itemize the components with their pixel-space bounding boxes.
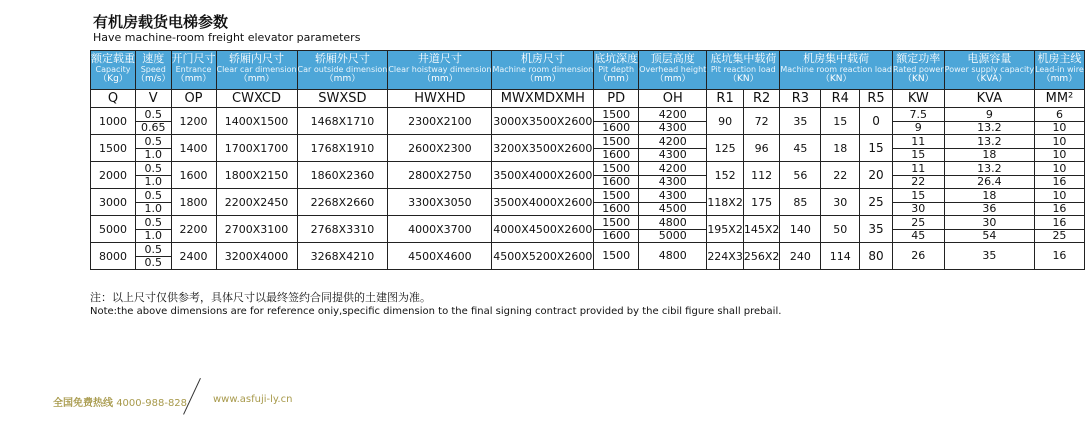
table-cell-kw bbox=[892, 162, 944, 189]
table-cell-r3: 35 bbox=[780, 108, 821, 135]
column-header-unit: （KVA） bbox=[971, 74, 1008, 84]
column-header-unit: （KN） bbox=[902, 74, 934, 84]
table-cell-value: 0.5 bbox=[136, 256, 171, 269]
table-cell-r3: 140 bbox=[780, 216, 821, 243]
column-header-unit: （KN） bbox=[728, 74, 759, 84]
table-cell-value: 0.5 bbox=[144, 161, 162, 175]
column-header-en: Clear car dimension bbox=[216, 65, 297, 74]
table-cell-kva bbox=[944, 216, 1034, 243]
table-cell-value: 6 bbox=[1055, 107, 1063, 121]
table-cell-op: 1400 bbox=[171, 135, 216, 162]
column-symbol: Q bbox=[91, 90, 136, 108]
table-cell-r1: 118X2 bbox=[707, 189, 744, 216]
table-cell-r5: 0 bbox=[860, 108, 893, 135]
column-symbol: V bbox=[136, 90, 172, 108]
table-cell-mm bbox=[1035, 216, 1085, 243]
column-header-en: Car outside dimension bbox=[297, 65, 388, 74]
table-cell-v bbox=[136, 189, 172, 216]
column-header-unit: （mm） bbox=[324, 74, 361, 84]
table-cell-r2: 96 bbox=[743, 135, 780, 162]
table-cell-v bbox=[136, 216, 172, 243]
table-cell-pd bbox=[594, 189, 639, 216]
table-cell-cw: 2200X2450 bbox=[216, 189, 297, 216]
table-cell-value: 4200 bbox=[658, 161, 687, 175]
column-header bbox=[780, 51, 893, 90]
table-cell-r4: 22 bbox=[821, 162, 860, 189]
column-symbol: PD bbox=[594, 90, 639, 108]
table-cell-hw: 2800X2750 bbox=[388, 162, 492, 189]
table-cell-kw bbox=[892, 216, 944, 243]
column-symbol: R3 bbox=[780, 90, 821, 108]
table-cell-value: 45 bbox=[893, 229, 944, 242]
table-cell-value: 13.2 bbox=[977, 134, 1002, 148]
table-cell-kva bbox=[944, 135, 1034, 162]
column-header-en: Overhead height bbox=[639, 65, 707, 74]
table-cell-value: 1.0 bbox=[136, 229, 171, 242]
table-cell-r1: 195X2 bbox=[707, 216, 744, 243]
table-cell-value: 16 bbox=[1052, 215, 1067, 229]
footer-hotline-number: 4000-988-828 bbox=[116, 398, 188, 409]
table-cell-r2: 112 bbox=[743, 162, 780, 189]
table-cell-pd bbox=[594, 108, 639, 135]
table-row bbox=[91, 108, 1085, 135]
table-cell-r5: 80 bbox=[860, 243, 893, 270]
column-symbol: OP bbox=[171, 90, 216, 108]
page-title: 有机房载货电梯参数 bbox=[93, 13, 229, 31]
table-cell-r2: 256X2 bbox=[743, 243, 780, 270]
table-cell-value: 1500 bbox=[602, 188, 631, 202]
column-header-cn: 速度 bbox=[142, 52, 165, 65]
column-header-unit: （Kg） bbox=[98, 74, 128, 84]
table-cell-sw: 2768X3310 bbox=[297, 216, 388, 243]
table-cell-value: 16 bbox=[1052, 249, 1067, 262]
table-cell-mw: 4000X4500X2600 bbox=[492, 216, 594, 243]
parameters-table bbox=[90, 50, 1085, 270]
table-cell-v bbox=[136, 162, 172, 189]
column-header-en: Speed bbox=[140, 65, 166, 74]
table-cell-mw: 3200X3500X2600 bbox=[492, 135, 594, 162]
column-symbol: R2 bbox=[743, 90, 780, 108]
table-row bbox=[91, 189, 1085, 216]
table-cell-oh bbox=[639, 108, 707, 135]
table-cell-value: 0.65 bbox=[136, 121, 171, 134]
table-cell-value: 36 bbox=[945, 202, 1034, 215]
table-cell-value: 4800 bbox=[658, 215, 687, 229]
table-cell-oh bbox=[639, 162, 707, 189]
table-cell-value: 10 bbox=[1052, 161, 1067, 175]
column-header bbox=[707, 51, 780, 90]
table-cell-r1: 152 bbox=[707, 162, 744, 189]
table-cell-value: 0.5 bbox=[144, 215, 162, 229]
table-cell-mm bbox=[1035, 108, 1085, 135]
table-cell-hw: 4500X4600 bbox=[388, 243, 492, 270]
column-symbol: R1 bbox=[707, 90, 744, 108]
table-cell-pd bbox=[594, 216, 639, 243]
table-cell-value: 30 bbox=[982, 215, 997, 229]
table-cell-r4: 15 bbox=[821, 108, 860, 135]
table-cell-mw: 3500X4000X2600 bbox=[492, 189, 594, 216]
table-cell-value: 22 bbox=[893, 175, 944, 188]
column-header-cn: 机房主线 bbox=[1037, 52, 1082, 65]
column-header bbox=[216, 51, 297, 90]
column-header bbox=[297, 51, 388, 90]
column-header bbox=[136, 51, 172, 90]
column-symbol: OH bbox=[639, 90, 707, 108]
column-header-en: Machine room dimension bbox=[492, 65, 594, 74]
column-header bbox=[91, 51, 136, 90]
table-cell-q: 1500 bbox=[91, 135, 136, 162]
table-cell-value: 1500 bbox=[602, 215, 631, 229]
table-cell-r4: 30 bbox=[821, 189, 860, 216]
table-cell-r4: 50 bbox=[821, 216, 860, 243]
table-cell-kw bbox=[892, 243, 944, 270]
table-cell-kw bbox=[892, 189, 944, 216]
table-cell-value: 7.5 bbox=[909, 107, 928, 121]
table-cell-value: 11 bbox=[911, 134, 926, 148]
table-cell-pd bbox=[594, 243, 639, 270]
table-cell-q: 3000 bbox=[91, 189, 136, 216]
table-cell-q: 1000 bbox=[91, 108, 136, 135]
column-header-en: Machine room reaction load bbox=[780, 65, 892, 74]
column-symbol: HWXHD bbox=[388, 90, 492, 108]
page-subtitle: Have machine-room freight elevator parameters bbox=[93, 31, 361, 44]
column-header-unit: （mm） bbox=[598, 74, 634, 84]
column-header-unit: （KN） bbox=[820, 74, 852, 84]
table-cell-value: 10 bbox=[1052, 188, 1067, 202]
table-cell-mw: 3000X3500X2600 bbox=[492, 108, 594, 135]
table-cell-value: 4500 bbox=[639, 202, 706, 215]
note-chinese: 注：以上尺寸仅供参考，具体尺寸以最终签约合同提供的土建图为准。 bbox=[90, 291, 431, 304]
table-cell-pd bbox=[594, 135, 639, 162]
table-cell-op: 1600 bbox=[171, 162, 216, 189]
table-cell-v bbox=[136, 135, 172, 162]
column-header-en: Capacity bbox=[95, 65, 131, 74]
column-header-cn: 轿厢内尺寸 bbox=[229, 52, 285, 65]
table-cell-cw: 1800X2150 bbox=[216, 162, 297, 189]
column-header-en: Lead-in wire bbox=[1035, 65, 1084, 74]
table-cell-value: 4300 bbox=[639, 175, 706, 188]
column-header-cn: 底坑深度 bbox=[594, 52, 639, 65]
column-header-unit: （mm） bbox=[238, 74, 275, 84]
table-cell-oh bbox=[639, 189, 707, 216]
table-cell-r4: 114 bbox=[821, 243, 860, 270]
table-cell-value: 9 bbox=[985, 107, 993, 121]
column-header bbox=[388, 51, 492, 90]
table-cell-r3: 85 bbox=[780, 189, 821, 216]
table-cell-value: 30 bbox=[893, 202, 944, 215]
column-symbol: R4 bbox=[821, 90, 860, 108]
column-header-cn: 额定功率 bbox=[896, 52, 941, 65]
table-cell-value: 1500 bbox=[602, 249, 631, 262]
table-cell-value: 1.0 bbox=[136, 175, 171, 188]
table-cell-value: 11 bbox=[911, 161, 926, 175]
table-cell-sw: 1768X1910 bbox=[297, 135, 388, 162]
table-row bbox=[91, 162, 1085, 189]
column-header-cn: 顶层高度 bbox=[650, 52, 695, 65]
table-row bbox=[91, 243, 1085, 270]
table-cell-value: 9 bbox=[893, 121, 944, 134]
column-symbol: R5 bbox=[860, 90, 893, 108]
table-cell-value: 13.2 bbox=[977, 161, 1002, 175]
table-cell-r2: 72 bbox=[743, 108, 780, 135]
column-header-en: Power supply capacity bbox=[944, 65, 1035, 74]
column-header-unit: （mm） bbox=[654, 74, 691, 84]
table-cell-value: 16 bbox=[1035, 202, 1084, 215]
table-cell-kva bbox=[944, 108, 1034, 135]
table-cell-value: 5000 bbox=[639, 229, 706, 242]
table-cell-r1: 90 bbox=[707, 108, 744, 135]
table-cell-cw: 1400X1500 bbox=[216, 108, 297, 135]
table-cell-value: 15 bbox=[893, 148, 944, 161]
symbol-row bbox=[91, 90, 1085, 108]
column-header-cn: 底坑集中载荷 bbox=[710, 52, 777, 65]
table-body bbox=[91, 108, 1085, 270]
table-cell-cw: 1700X1700 bbox=[216, 135, 297, 162]
table-cell-value: 0.5 bbox=[144, 107, 162, 121]
table-cell-value: 10 bbox=[1035, 148, 1084, 161]
table-cell-value: 13.2 bbox=[945, 121, 1034, 134]
table-cell-r4: 18 bbox=[821, 135, 860, 162]
table-cell-value: 4300 bbox=[639, 121, 706, 134]
table-cell-hw: 2600X2300 bbox=[388, 135, 492, 162]
table-cell-op: 2400 bbox=[171, 243, 216, 270]
table-cell-value: 35 bbox=[982, 249, 997, 262]
column-header-cn: 开门尺寸 bbox=[171, 52, 216, 65]
table-cell-value: 1600 bbox=[594, 148, 638, 161]
table-cell-sw: 1468X1710 bbox=[297, 108, 388, 135]
table-cell-value: 1600 bbox=[594, 229, 638, 242]
column-header-en: Rated power bbox=[892, 65, 944, 74]
table-cell-value: 1600 bbox=[594, 175, 638, 188]
table-cell-mw: 4500X5200X2600 bbox=[492, 243, 594, 270]
table-cell-op: 2200 bbox=[171, 216, 216, 243]
column-symbol: SWXSD bbox=[297, 90, 388, 108]
table-cell-value: 0.5 bbox=[144, 242, 162, 256]
table-cell-value: 10 bbox=[1035, 121, 1084, 134]
table-cell-value: 1.0 bbox=[136, 202, 171, 215]
column-header-unit: （mm） bbox=[175, 74, 212, 84]
column-header bbox=[171, 51, 216, 90]
column-header-unit: （m/s） bbox=[136, 74, 171, 84]
column-symbol: CWXCD bbox=[216, 90, 297, 108]
table-cell-value: 10 bbox=[1052, 134, 1067, 148]
column-header-cn: 井道尺寸 bbox=[417, 52, 462, 65]
column-symbol: KW bbox=[892, 90, 944, 108]
column-header-en: Pit reaction load bbox=[710, 65, 776, 74]
column-symbol: KVA bbox=[944, 90, 1034, 108]
table-cell-value: 54 bbox=[945, 229, 1034, 242]
column-header-cn: 轿厢外尺寸 bbox=[314, 52, 370, 65]
table-cell-r5: 20 bbox=[860, 162, 893, 189]
table-cell-kw bbox=[892, 108, 944, 135]
table-cell-value: 26 bbox=[911, 249, 926, 262]
column-header-en: Clear hoistway dimension bbox=[388, 65, 492, 74]
table-cell-value: 25 bbox=[911, 215, 926, 229]
table-cell-value: 25 bbox=[1035, 229, 1084, 242]
table-cell-value: 1500 bbox=[602, 134, 631, 148]
column-header bbox=[1035, 51, 1085, 90]
table-cell-value: 4300 bbox=[658, 188, 687, 202]
table-cell-value: 1500 bbox=[602, 107, 631, 121]
column-header-en: Entrance bbox=[175, 65, 212, 74]
table-cell-sw: 2268X2660 bbox=[297, 189, 388, 216]
table-cell-cw: 2700X3100 bbox=[216, 216, 297, 243]
table-cell-value: 26.4 bbox=[945, 175, 1034, 188]
column-header bbox=[492, 51, 594, 90]
table-cell-r5: 15 bbox=[860, 135, 893, 162]
footer-hotline bbox=[53, 394, 187, 409]
table-cell-kva bbox=[944, 189, 1034, 216]
column-header bbox=[639, 51, 707, 90]
table-cell-hw: 4000X3700 bbox=[388, 216, 492, 243]
table-cell-value: 4200 bbox=[658, 134, 687, 148]
table-cell-v bbox=[136, 243, 172, 270]
table-cell-mw: 3500X4000X2600 bbox=[492, 162, 594, 189]
column-header-en: Pit depth bbox=[598, 65, 635, 74]
table-cell-value: 1600 bbox=[594, 121, 638, 134]
table-cell-value: 18 bbox=[945, 148, 1034, 161]
column-header-unit: （mm） bbox=[1041, 74, 1078, 84]
table-cell-value: 1500 bbox=[602, 161, 631, 175]
table-cell-oh bbox=[639, 135, 707, 162]
table-cell-value: 4200 bbox=[658, 107, 687, 121]
table-cell-value: 4300 bbox=[639, 148, 706, 161]
table-cell-q: 8000 bbox=[91, 243, 136, 270]
table-cell-q: 2000 bbox=[91, 162, 136, 189]
note-english: Note:the above dimensions are for reference oniy,specific dimension to the final signing contract provided by the cibil figure shall prebail. bbox=[90, 306, 782, 317]
column-header bbox=[594, 51, 639, 90]
column-header bbox=[892, 51, 944, 90]
table-cell-value: 18 bbox=[982, 188, 997, 202]
table-cell-mm bbox=[1035, 135, 1085, 162]
table-cell-q: 5000 bbox=[91, 216, 136, 243]
table-cell-r1: 125 bbox=[707, 135, 744, 162]
header-row bbox=[91, 51, 1085, 90]
footer-hotline-label: 全国免费热线 bbox=[53, 398, 113, 409]
table-cell-r3: 56 bbox=[780, 162, 821, 189]
table-cell-r2: 145X2 bbox=[743, 216, 780, 243]
table-cell-cw: 3200X4000 bbox=[216, 243, 297, 270]
table-cell-value: 0.5 bbox=[144, 188, 162, 202]
table-row bbox=[91, 135, 1085, 162]
table-cell-value: 0.5 bbox=[144, 134, 162, 148]
table-cell-kw bbox=[892, 135, 944, 162]
table-cell-r5: 35 bbox=[860, 216, 893, 243]
table-cell-mm bbox=[1035, 243, 1085, 270]
column-symbol: MWXMDXMH bbox=[492, 90, 594, 108]
table-cell-op: 1200 bbox=[171, 108, 216, 135]
table-cell-oh bbox=[639, 216, 707, 243]
column-header bbox=[944, 51, 1034, 90]
table-cell-pd bbox=[594, 162, 639, 189]
table-cell-value: 1600 bbox=[594, 202, 638, 215]
table-row bbox=[91, 216, 1085, 243]
table-cell-value: 1.0 bbox=[136, 148, 171, 161]
table-cell-r3: 45 bbox=[780, 135, 821, 162]
column-header-cn: 机房尺寸 bbox=[520, 52, 565, 65]
table-cell-r5: 25 bbox=[860, 189, 893, 216]
table-cell-oh bbox=[639, 243, 707, 270]
table-cell-r2: 175 bbox=[743, 189, 780, 216]
column-header-unit: （mm） bbox=[422, 74, 458, 84]
table-cell-mm bbox=[1035, 189, 1085, 216]
table-cell-hw: 3300X3050 bbox=[388, 189, 492, 216]
column-symbol: MM² bbox=[1035, 90, 1085, 108]
table-cell-r3: 240 bbox=[780, 243, 821, 270]
table-cell-value: 16 bbox=[1035, 175, 1084, 188]
table-cell-sw: 1860X2360 bbox=[297, 162, 388, 189]
table-cell-hw: 2300X2100 bbox=[388, 108, 492, 135]
table-cell-v bbox=[136, 108, 172, 135]
column-header-cn: 额定载重 bbox=[91, 52, 135, 65]
column-header-cn: 机房集中载荷 bbox=[803, 52, 870, 65]
table-cell-sw: 3268X4210 bbox=[297, 243, 388, 270]
column-header-cn: 电源容量 bbox=[967, 52, 1012, 65]
table-cell-value: 15 bbox=[911, 188, 926, 202]
table-cell-kva bbox=[944, 162, 1034, 189]
column-header-unit: （mm） bbox=[525, 74, 561, 84]
table-cell-value: 4800 bbox=[658, 249, 687, 262]
table-cell-mm bbox=[1035, 162, 1085, 189]
table-cell-op: 1800 bbox=[171, 189, 216, 216]
footer-url: www.asfuji-ly.cn bbox=[213, 394, 293, 405]
table-cell-kva bbox=[944, 243, 1034, 270]
table-cell-r1: 224X3 bbox=[707, 243, 744, 270]
